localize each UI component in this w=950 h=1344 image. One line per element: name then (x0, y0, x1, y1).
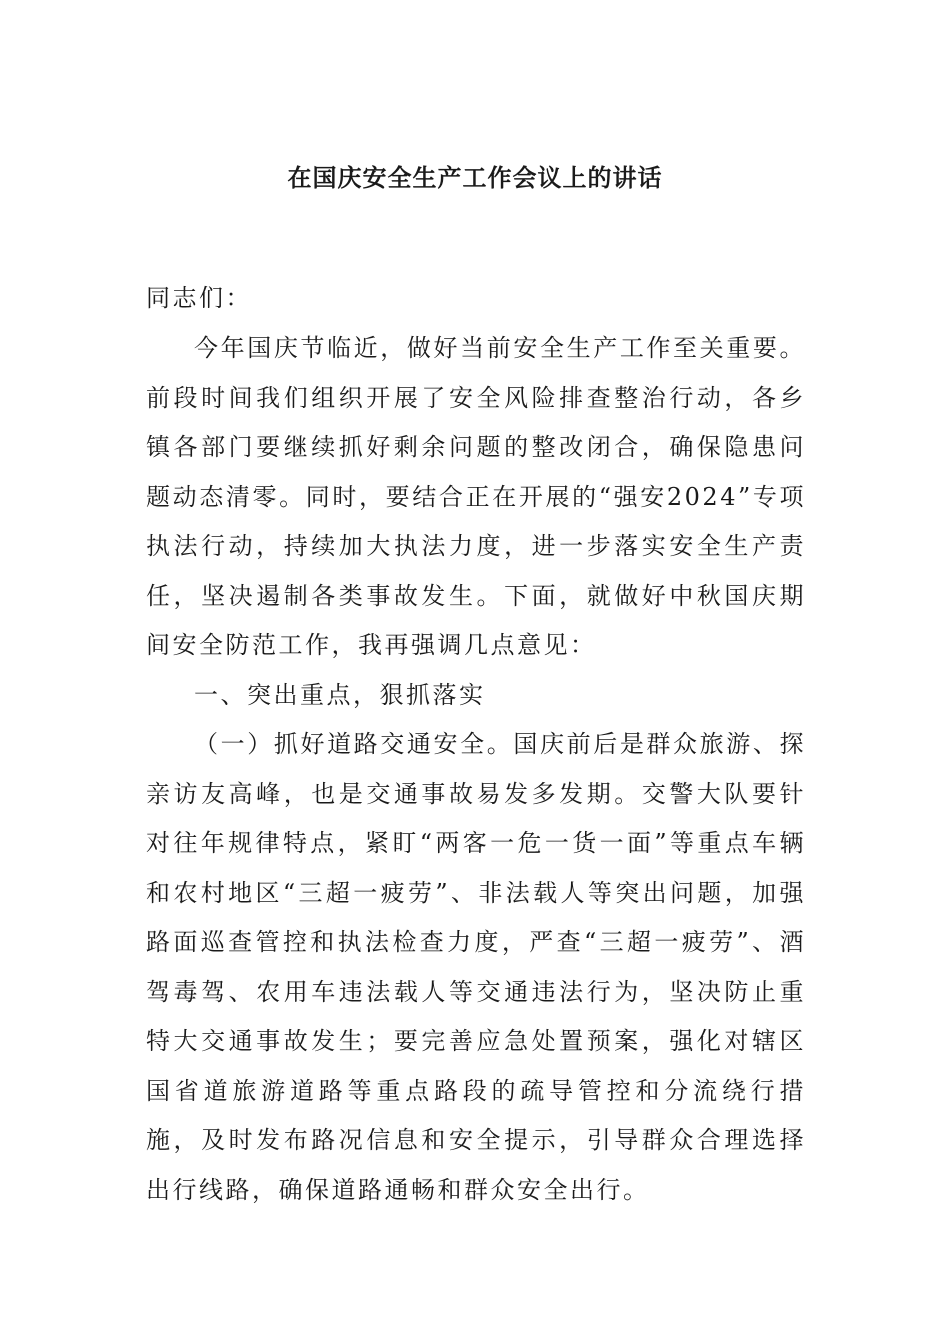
document-title: 在国庆安全生产工作会议上的讲话 (287, 163, 663, 192)
section-heading: 一、突出重点，狠抓落实 (194, 680, 486, 709)
salutation: 同志们： (146, 284, 252, 312)
intro-paragraph: 今年国庆节临近，做好当前安全生产工作至关重要。前段时间我们组织开展了安全风险排查整治行动，各乡镇各部门要继续抓好剩余问题的整改闭合，确保隐患问题动态清零。同时，要结合正在开展的“强安2024”专项执法行动，持续加大执法力度，进一步落实安全生产责任，坚决遏制各类事故发生。下面，就做好中秋国庆期间安全防范工作，我再强调几点意见： (146, 334, 806, 659)
subsection-paragraph: （一）抓好道路交通安全。国庆前后是群众旅游、探亲访友高峰，也是交通事故易发多发期。交警大队要针对往年规律特点，紧盯“两客一危一货一面”等重点车辆和农村地区“三超一疲劳”、非法载人等突出问题，加强路面巡查管控和执法检查力度，严查“三超一疲劳”、酒驾毒驾、农用车违法载人等交通违法行为，坚决防止重特大交通事故发生；要完善应急处置预案，强化对辖区国省道旅游道路等重点路段的疏导管控和分流绕行措施，及时发布路况信息和安全提示，引导群众合理选择出行线路，确保道路通畅和群众安全出行。 (146, 730, 806, 1204)
document-body (146, 324, 806, 1215)
